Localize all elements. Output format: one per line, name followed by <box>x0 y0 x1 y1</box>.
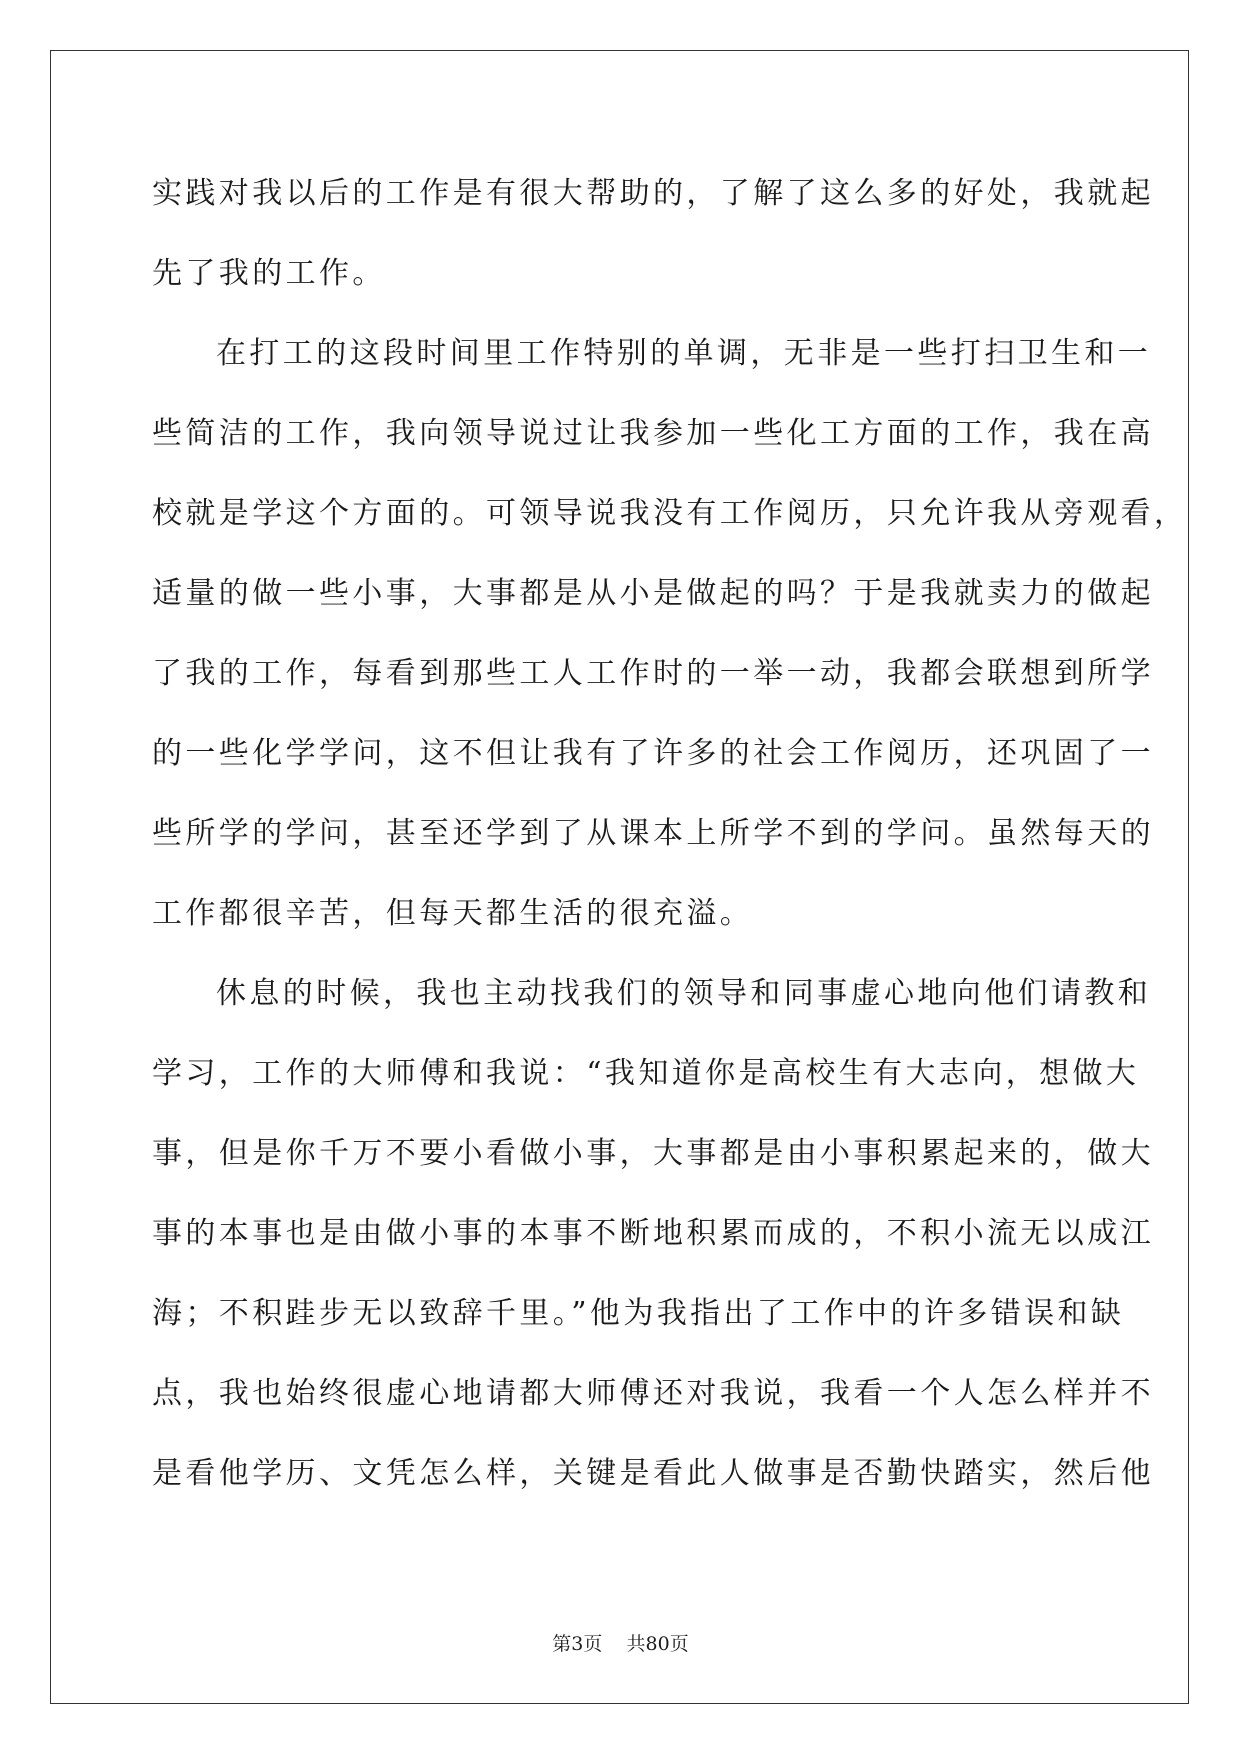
paragraph-start-line: 休息的时候，我也主动找我们的领导和同事虚心地向他们请教和 <box>216 976 1152 1011</box>
text-line: 些所学的学问，甚至还学到了从课本上所学不到的学问。虽然每天的 <box>152 816 1154 851</box>
text-line: 事的本事也是由做小事的本事不断地积累而成的，不积小流无以成江 <box>152 1216 1154 1251</box>
text-line: 些简洁的工作，我向领导说过让我参加一些化工方面的工作，我在高 <box>152 416 1154 451</box>
page-total: 共80页 <box>626 1633 689 1655</box>
text-line: 学习，工作的大师傅和我说：“我知道你是高校生有大志向，想做大 <box>152 1056 1140 1091</box>
text-line: 点，我也始终很虚心地请都大师傅还对我说，我看一个人怎么样并不 <box>152 1376 1154 1411</box>
text-line: 实践对我以后的工作是有很大帮助的，了解了这么多的好处，我就起 <box>152 176 1154 211</box>
text-line: 了我的工作，每看到那些工人工作时的一举一动，我都会联想到所学 <box>152 656 1154 691</box>
text-line: 工作都很辛苦，但每天都生活的很充溢。 <box>152 896 754 931</box>
text-line: 适量的做一些小事，大事都是从小是做起的吗？于是我就卖力的做起 <box>152 576 1154 611</box>
text-line: 先了我的工作。 <box>152 256 386 291</box>
page-number: 第3页 <box>552 1633 603 1655</box>
text-line: 是看他学历、文凭怎么样，关键是看此人做事是否勤快踏实，然后他 <box>152 1456 1154 1491</box>
text-line: 海；不积跬步无以致辞千里。”他为我指出了工作中的许多错误和缺 <box>152 1296 1125 1331</box>
page-footer <box>0 1632 1241 1656</box>
paragraph-start-line: 在打工的这段时间里工作特别的单调，无非是一些打扫卫生和一 <box>216 336 1152 371</box>
text-line: 的一些化学学问，这不但让我有了许多的社会工作阅历，还巩固了一 <box>152 736 1154 771</box>
text-line: 事，但是你千万不要小看做小事，大事都是由小事积累起来的，做大 <box>152 1136 1154 1171</box>
text-line: 校就是学这个方面的。可领导说我没有工作阅历，只允许我从旁观看， <box>152 496 1188 531</box>
